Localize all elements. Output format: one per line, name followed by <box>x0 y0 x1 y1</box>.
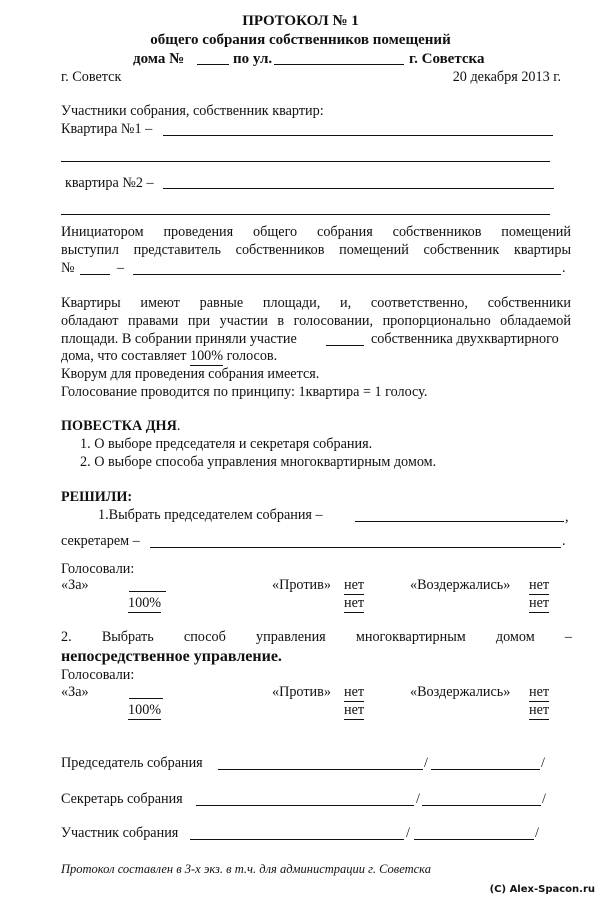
secretary-label: секретарем – <box>61 533 140 549</box>
decision-2-word-6: домом <box>495 629 535 645</box>
votes-1-against-value-1: нет <box>344 577 365 593</box>
initiator-number-label: № <box>61 260 75 276</box>
votes-2-for-blank <box>129 698 163 699</box>
votes-2-abstain-value-1: нет <box>529 684 550 700</box>
voting-principle: Голосование проводится по принципу: 1квартира = 1 голосу. <box>61 384 428 400</box>
agenda-item-2: 2. О выборе способа управления многоквартирным домом. <box>80 454 437 470</box>
votes-1-label: Голосовали: <box>61 561 135 577</box>
initiator-line-2: выступил представитель собственников помещений собственник квартиры <box>61 242 571 258</box>
body-line-2: обладают правами при участии в голосовании, пропорционально обладаемой <box>61 313 571 329</box>
decision-2-word-2: Выбрать <box>101 629 154 645</box>
votes-2-against-value-2-wrap <box>344 702 364 720</box>
votes-1-for-value: 100% <box>128 595 162 611</box>
signature-secretary-name-blank <box>422 805 541 806</box>
votes-1-against-label: «Против» <box>272 577 331 593</box>
agenda-heading-text: ПОВЕСТКА ДНЯ <box>61 418 177 434</box>
decision-2-management-type: непосредственное управление. <box>61 648 282 665</box>
body-line-1: Квартиры имеют равные площади, и, соответственно, собственники <box>61 295 571 311</box>
participants-intro: Участники собрания, собственник квартир: <box>61 103 324 119</box>
apartment-2-blank-2 <box>61 214 550 215</box>
votes-2-for-value: 100% <box>128 702 162 718</box>
signature-secretary-slash-2: / <box>542 791 546 807</box>
chairman-blank <box>355 521 564 522</box>
house-number-blank <box>197 64 229 65</box>
votes-1-against-value-2-wrap <box>344 595 364 613</box>
address-street-label: по ул. <box>233 51 273 67</box>
initiator-name-blank <box>133 274 561 275</box>
decision-2-word-4: управления <box>256 629 326 645</box>
votes-1-for-label: «За» <box>61 577 89 593</box>
initiator-apartment-blank <box>80 274 110 275</box>
signature-participant-slash-2: / <box>535 825 539 841</box>
signature-chair-slash-2: / <box>541 755 545 771</box>
votes-2-abstain-value-2: нет <box>529 702 550 718</box>
agenda-heading-dot: . <box>176 418 181 434</box>
document-date: 20 декабря 2013 г. <box>452 69 561 85</box>
votes-1-for-value-wrap <box>128 595 161 613</box>
votes-2-against-value-2: нет <box>344 702 365 718</box>
agenda-heading <box>61 418 180 435</box>
votes-2-label: Голосовали: <box>61 667 135 683</box>
signature-secretary-slash-1: / <box>416 791 420 807</box>
initiator-dash: – <box>117 260 125 276</box>
decision-2-word-3: способ <box>183 629 226 645</box>
document-place: г. Советск <box>61 69 122 85</box>
body-line-3-start: площади. В собрании приняли участие <box>61 331 297 347</box>
watermark: (C) Alex-Spacon.ru <box>489 884 595 895</box>
signature-secretary-label: Секретарь собрания <box>61 791 183 807</box>
decision-2-word-1: 2. <box>61 629 72 645</box>
signature-secretary-blank <box>196 805 414 806</box>
signature-participant-name-blank <box>414 839 534 840</box>
signature-participant-blank <box>190 839 404 840</box>
apartment-1-label: Квартира №1 – <box>61 121 153 137</box>
street-blank <box>274 64 404 65</box>
document-title: ПРОТОКОЛ № 1 <box>242 13 359 29</box>
document-subtitle: общего собрания собственников помещений <box>150 32 451 48</box>
participants-count-blank <box>326 345 364 346</box>
apartment-1-blank <box>163 135 553 136</box>
decision-2-word-5: многоквартирным <box>355 629 466 645</box>
signature-chair-name-blank <box>431 769 540 770</box>
votes-1-abstain-value-2-wrap <box>529 595 549 613</box>
votes-2-against-label: «Против» <box>272 684 331 700</box>
votes-1-abstain-value-1-wrap <box>529 577 549 595</box>
votes-2-against-value-1: нет <box>344 684 365 700</box>
body-line-4-end: голосов. <box>226 348 278 364</box>
initiator-period: . <box>562 260 566 276</box>
quorum-statement: Кворум для проведения собрания имеется. <box>61 366 320 382</box>
votes-2-for-label: «За» <box>61 684 89 700</box>
votes-1-for-blank <box>129 591 166 592</box>
initiator-line-1: Инициатором проведения общего собрания собственников помещений <box>61 224 571 240</box>
decision-2-line <box>61 629 572 646</box>
agenda-item-1: 1. О выборе председателя и секретаря собрания. <box>80 436 373 452</box>
votes-1-abstain-label: «Воздержались» <box>410 577 511 593</box>
apartment-1-blank-2 <box>61 161 550 162</box>
signature-participant-slash-1: / <box>406 825 410 841</box>
signature-participant-label: Участник собрания <box>61 825 179 841</box>
decisions-heading: РЕШИЛИ: <box>61 489 133 505</box>
apartment-2-label: квартира №2 – <box>65 175 154 191</box>
votes-1-against-value-2: нет <box>344 595 365 611</box>
decision-1-comma: , <box>565 509 569 525</box>
body-line-4-start: дома, что составляет <box>61 348 187 364</box>
votes-2-against-value-1-wrap <box>344 684 364 702</box>
signature-chair-label: Председатель собрания <box>61 755 203 771</box>
decision-1-label: 1.Выбрать председателем собрания – <box>98 507 323 523</box>
quorum-percent: 100% <box>189 348 224 364</box>
votes-2-abstain-value-2-wrap <box>529 702 549 720</box>
body-line-4 <box>61 348 277 366</box>
votes-2-for-value-wrap <box>128 702 161 720</box>
signature-chair-blank <box>218 769 423 770</box>
votes-2-abstain-value-1-wrap <box>529 684 549 702</box>
decision-2-word-7: – <box>564 629 572 645</box>
address-city: г. Советска <box>409 51 485 67</box>
secretary-blank <box>150 547 561 548</box>
body-line-3-end: собственника двухквартирного <box>371 331 559 347</box>
address-house-label: дома № <box>133 51 185 67</box>
secretary-period: . <box>562 533 566 549</box>
votes-1-abstain-value-1: нет <box>529 577 550 593</box>
votes-2-abstain-label: «Воздержались» <box>410 684 511 700</box>
votes-1-against-value-1-wrap <box>344 577 364 595</box>
apartment-2-blank <box>163 188 554 189</box>
votes-1-abstain-value-2: нет <box>529 595 550 611</box>
footer-note: Протокол составлен в 3-х экз. в т.ч. для администрации г. Советска <box>61 862 431 876</box>
signature-chair-slash-1: / <box>424 755 428 771</box>
